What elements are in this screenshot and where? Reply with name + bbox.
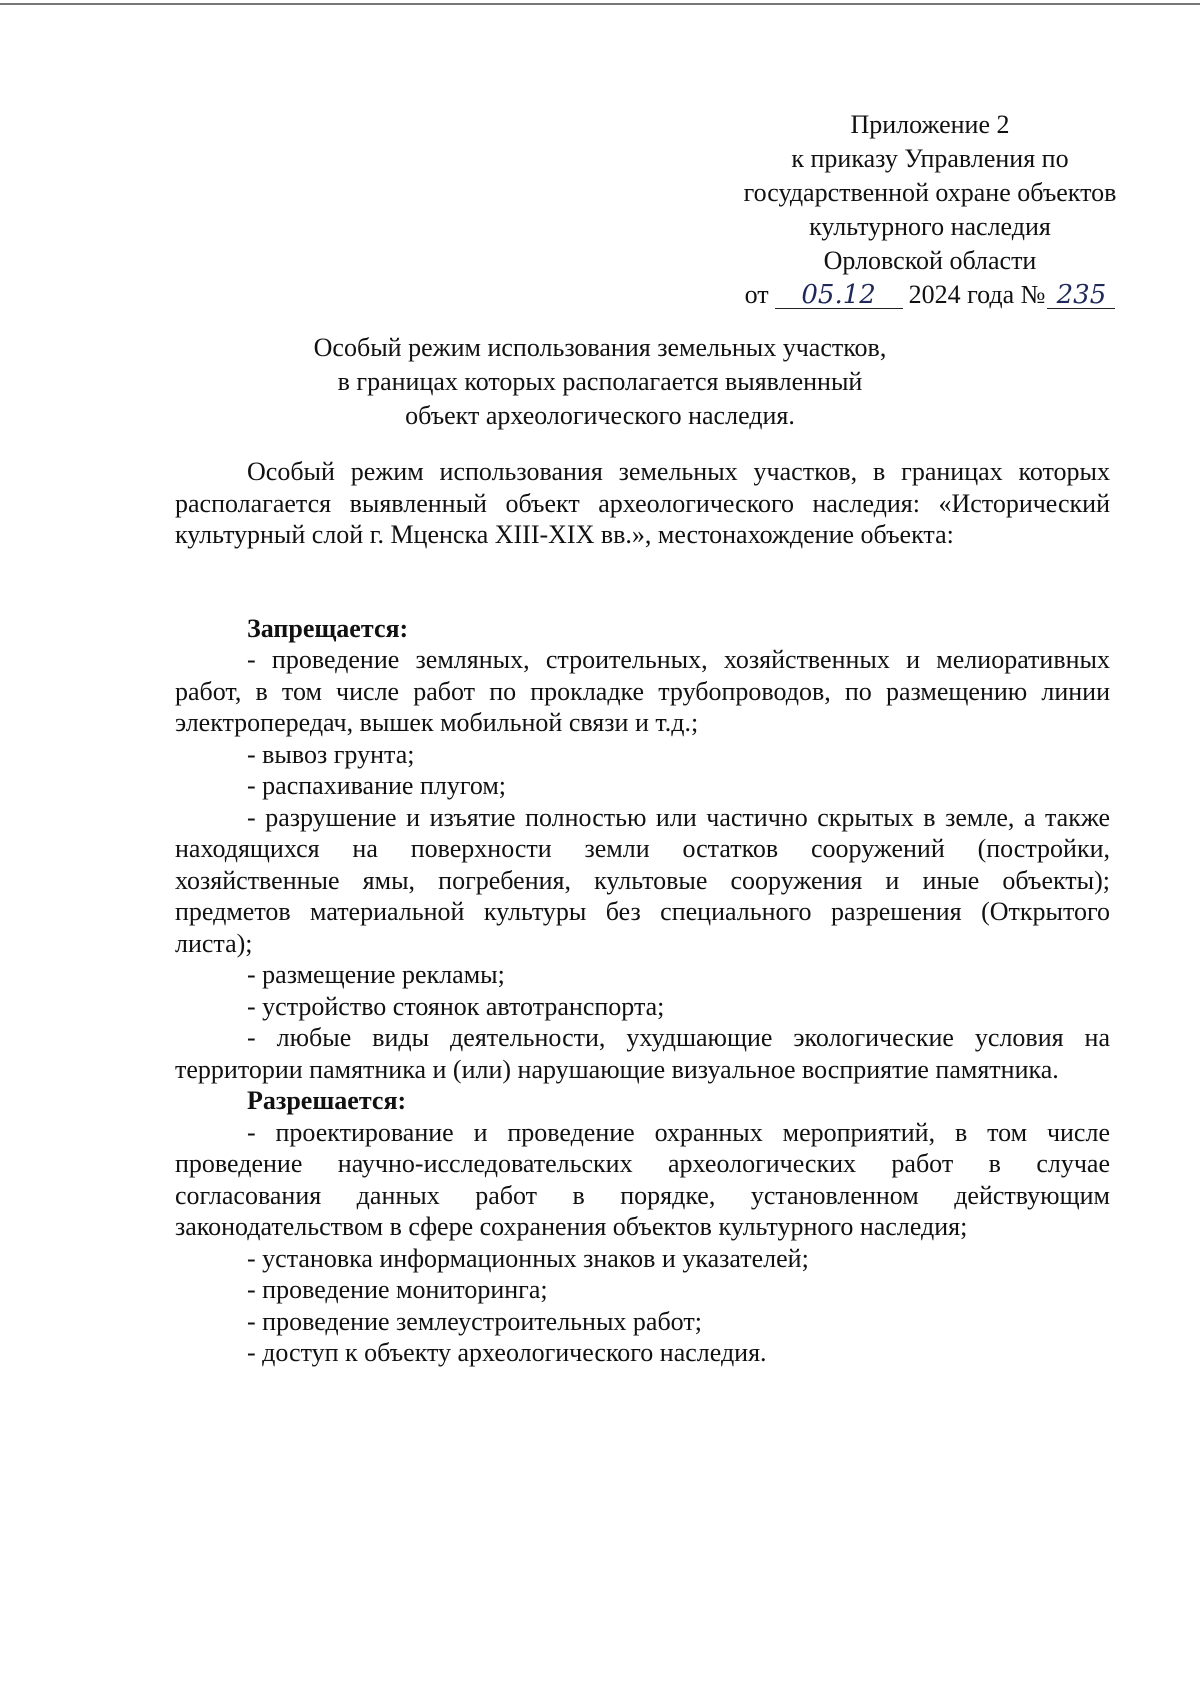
date-suffix: 2024 года №	[908, 280, 1046, 309]
section-gap	[175, 551, 1110, 613]
prohibited-item: - размещение рекламы;	[247, 960, 505, 989]
appendix-line-1: Приложение 2	[850, 110, 1010, 139]
prohibited-item: - вывоз грунта;	[247, 739, 415, 769]
handwritten-date: 05.12	[775, 282, 903, 309]
prohibited-item: - любые виды деятельности, ухудшающие экологические условия на территории памятника и (или) нарушающие визуальное восприятие памятника.	[175, 1023, 1110, 1084]
appendix-date-line	[720, 278, 1140, 312]
allowed-item: - проектирование и проведение охранных мероприятий, в том числе проведение научно-исследовательских археологических работ в случае согласования данных работ в порядке, установленном действующим законодательством в сфере сохранения объектов культурного наследия;	[175, 1117, 1110, 1241]
appendix-block	[720, 108, 1140, 312]
scan-edge-line	[0, 3, 1200, 5]
allowed-heading: Разрешается:	[247, 1086, 407, 1115]
title-line-3: объект археологического наследия.	[405, 401, 795, 430]
intro-paragraph: Особый режим использования земельных участков, в границах которых располагается выявленный объект археологического наследия: «Исторический культурный слой г. Мценска XIII-XIX вв.», местонахождение объекта:	[175, 457, 1110, 549]
appendix-line-5: Орловской области	[823, 246, 1037, 275]
title-line-1: Особый режим использования земельных участков,	[313, 333, 887, 362]
prohibited-item: - проведение земляных, строительных, хозяйственных и мелиоративных работ, в том числе работ по прокладке трубопроводов, по размещению линии электропередач, вышек мобильной связи и т.д.;	[175, 645, 1110, 737]
allowed-item: - проведение землеустроительных работ;	[247, 1306, 702, 1336]
appendix-line-3: государственной охране объектов	[743, 178, 1117, 207]
appendix-line-2: к приказу Управления по	[791, 144, 1069, 173]
prohibited-item: - разрушение и изъятие полностью или частично скрытых в земле, а также находящихся на поверхности земли остатков сооружений (постройки, хозяйственные ямы, погребения, культовые сооружения и иные объекты); предметов материальной культуры без специального разрешения (Открытого листа);	[175, 802, 1110, 958]
handwritten-number: 235	[1047, 282, 1115, 309]
prohibited-heading: Запрещается:	[247, 613, 409, 643]
title-line-2: в границах которых располагается выявленный	[337, 367, 863, 396]
allowed-item: - установка информационных знаков и указателей;	[247, 1243, 809, 1273]
allowed-item: - доступ к объекту археологического наследия.	[247, 1338, 767, 1367]
date-prefix: от	[744, 280, 769, 309]
appendix-line-4: культурного наследия	[809, 212, 1051, 241]
allowed-item: - проведение мониторинга;	[247, 1275, 548, 1304]
document-title	[250, 331, 950, 433]
prohibited-item: - устройство стоянок автотранспорта;	[247, 991, 665, 1021]
prohibited-item: - распахивание плугом;	[247, 771, 507, 800]
document-body	[175, 456, 1110, 1369]
